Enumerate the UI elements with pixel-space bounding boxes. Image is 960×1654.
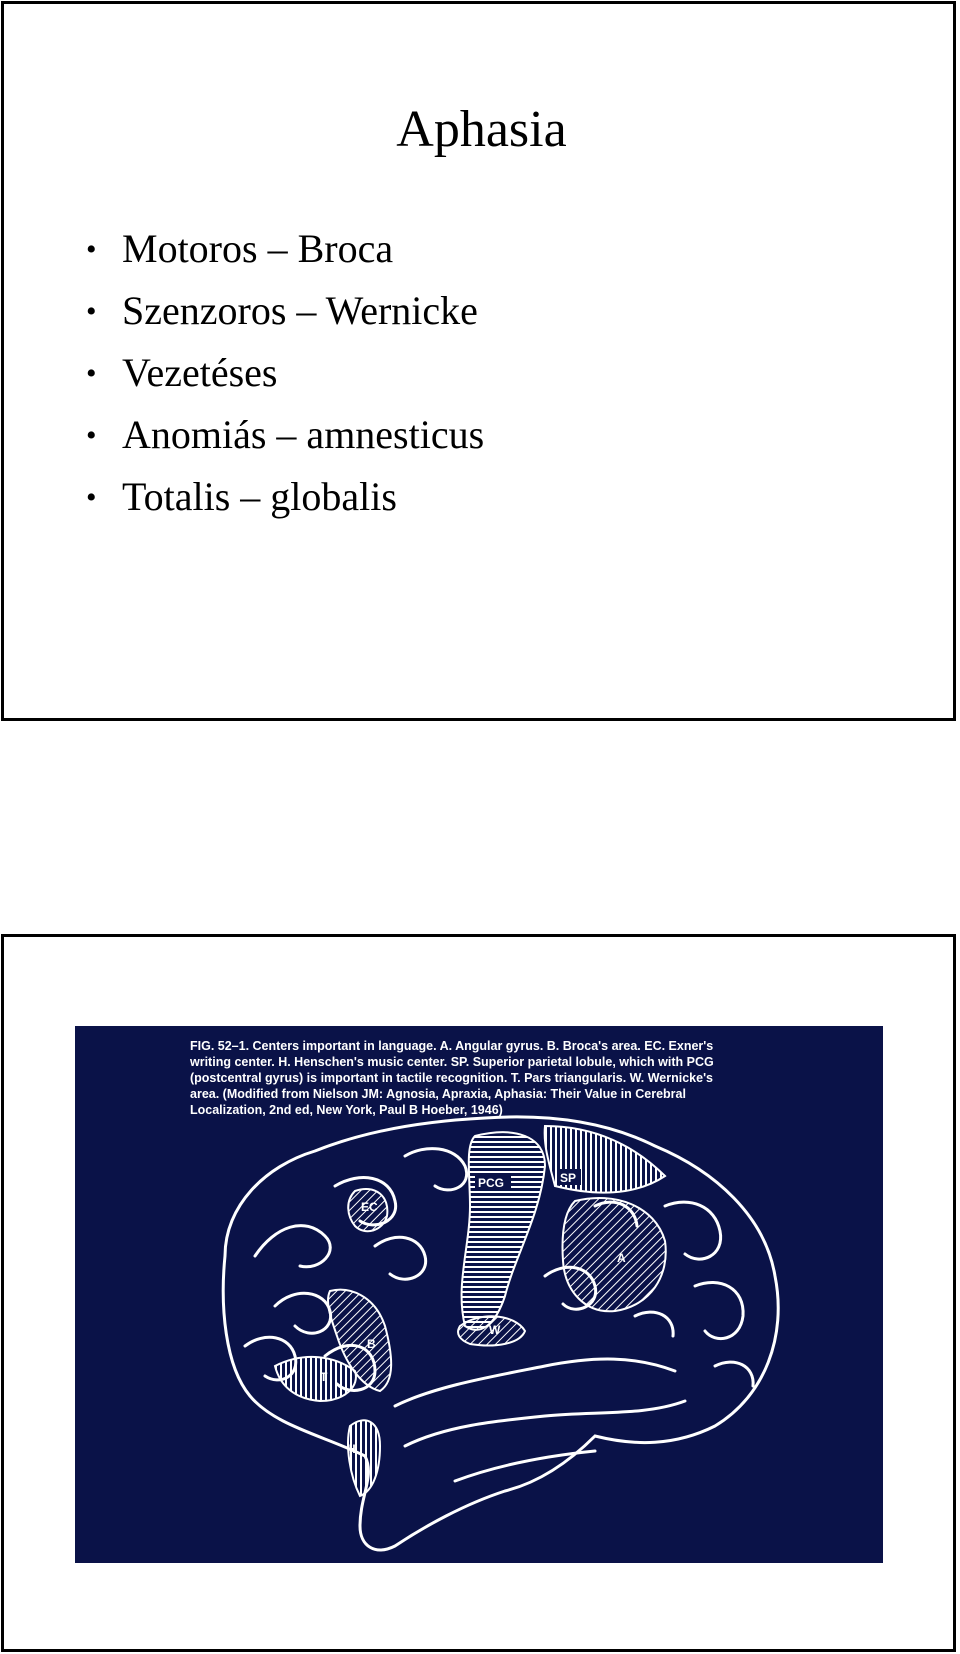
label-w: W — [489, 1323, 501, 1337]
slide-title: Aphasia — [396, 101, 567, 158]
label-pcg: PCG — [478, 1176, 505, 1190]
label-a: A — [617, 1251, 626, 1265]
label-h: H — [347, 1442, 356, 1456]
label-sp: SP — [560, 1171, 577, 1185]
brain-language-centers-figure — [75, 1026, 883, 1563]
pars-triangularis-region — [275, 1357, 356, 1401]
caption-line: area. (Modified from Nielson JM: Agnosia, Apraxia, Aphasia: Their Value in Cerebral — [190, 1087, 686, 1101]
caption-line: writing center. H. Henschen's music center. SP. Superior parietal lobule, which with PCG — [190, 1055, 714, 1069]
pcg-region — [462, 1132, 545, 1330]
henschen-region — [348, 1420, 380, 1496]
slide-aphasia-list — [1, 1, 956, 721]
bullet-list — [86, 218, 484, 528]
label-t: T — [320, 1370, 328, 1384]
list-item: • Motoros – Broca — [86, 226, 394, 271]
brain-diagram — [75, 1026, 883, 1563]
label-ec: EC — [361, 1200, 378, 1214]
caption-line: (postcentral gyrus) is important in tactile recognition. T. Pars triangularis. W. Wernicke's — [190, 1071, 713, 1085]
list-item: • Anomiás – amnesticus — [86, 412, 485, 457]
angular-gyrus-region — [563, 1198, 666, 1311]
caption-line: Localization, 2nd ed, New York, Paul B Hoeber, 1946) — [190, 1103, 503, 1117]
list-item: • Szenzoros – Wernicke — [86, 288, 478, 333]
list-item: • Totalis – globalis — [86, 474, 397, 519]
caption-line: FIG. 52–1. Centers important in language. A. Angular gyrus. B. Broca's area. EC. Exner's — [190, 1039, 714, 1053]
label-b: B — [367, 1337, 376, 1351]
list-item: • Vezetéses — [86, 350, 278, 395]
slide-brain-figure — [1, 934, 956, 1652]
